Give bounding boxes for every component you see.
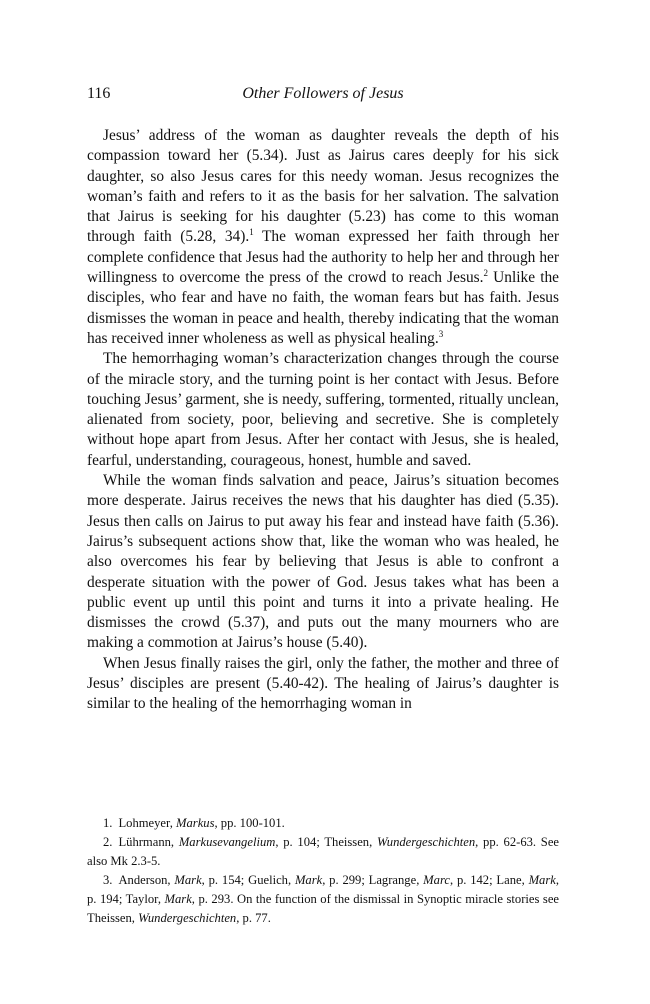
citation-title: Markusevangelium <box>178 835 276 849</box>
citation-title: Mark <box>294 873 323 887</box>
footnote-number: 1. <box>103 816 113 830</box>
paragraph: The hemorrhaging woman’s characterization changes through the course of the miracle story, and the turning point is her contact with Jesus. Before touching Jesus’ garment, she is needy, suffering, tormented, ritually unclean, alienated from society, poor, believing and secretive. She is completely without hope apart from Jesus. After her contact with Jesus, she is healed, fearful, understanding, courageous, honest, humble and saved. <box>87 350 559 469</box>
paragraph: While the woman finds salvation and peace, Jairus’s situation becomes more desperate. Jairus receives the news that his daughter has died (5.35). Jesus then calls on Jairus to put away his fear and instead have faith (5.36). Jairus’s subsequent actions show that, like the woman who was healed, he also overcomes his fear by believing that Jesus is able to confront a desperate situation with the power of God. Jesus takes what has been a public event up until this point and turns it into a private healing. He dismisses the crowd (5.37), and puts out the many mourners who are making a commotion at Jairus’s house (5.40). <box>87 472 559 652</box>
body-text <box>87 126 559 715</box>
citation-title: Wundergeschichten <box>138 911 237 925</box>
footnote-ref: 1 <box>249 227 254 238</box>
citation-title: Mark <box>164 892 192 906</box>
page-number: 116 <box>87 85 111 102</box>
citation-title: Mark <box>174 873 202 887</box>
page-header <box>87 85 559 109</box>
footnote-ref: 2 <box>483 267 488 278</box>
footnotes <box>87 814 559 928</box>
citation-title: Wundergeschichten <box>377 835 476 849</box>
footnote-number: 2. <box>103 835 113 849</box>
paragraph: When Jesus finally raises the girl, only the father, the mother and three of Jesus’ disciples are present (5.40-42). The healing of Jairus’s daughter is similar to the healing of the hemorrhaging woman in <box>87 654 559 713</box>
footnote-3: 3. Anderson, Mark, p. 154; Guelich, Mark, p. 299; Lagrange, Marc, p. 142; Lane, Mark, p. 194; Taylor, Mark, p. 293. On the function of the dismissal in Synoptic miracle stories see Theissen, Wundergeschichten, p. 77. <box>87 873 560 925</box>
footnote-number: 3. <box>103 873 113 887</box>
footnote-2: 2. Lührmann, Markusevangelium, p. 104; Theissen, Wundergeschichten, pp. 62-63. See also Mk 2.3-5. <box>87 835 559 868</box>
running-title: Other Followers of Jesus <box>242 85 404 102</box>
footnote-ref: 3 <box>438 328 444 339</box>
citation-title: Mark <box>528 873 556 887</box>
citation-title: Marc <box>423 873 450 887</box>
citation-title: Markus <box>176 816 215 830</box>
paragraph: Jesus’ address of the woman as daughter reveals the depth of his compassion toward her (5.34). Just as Jairus cares deeply for his sick daughter, so also Jesus cares for this needy woman. Jesus recognizes the woman’s faith and refers to it as the basis for her salvation. The salvation that Jairus is seeking for his daughter (5.23) has come to this woman through faith (5.28, 34).$^1$ The woman expressed her faith through her complete confidence that Jesus had the authority to help her and through her willingness to overcome the press of the crowd to reach Jesus.$^2$ Unlike the disciples, who fear and have no faith, the woman fears but has faith. Jesus dismisses the woman in peace and health, thereby indicating that the woman has received inner wholeness as well as physical healing.$^3$ <box>87 127 559 347</box>
footnote-1: 1. Lohmeyer, Markus, pp. 100-101. <box>103 816 285 830</box>
